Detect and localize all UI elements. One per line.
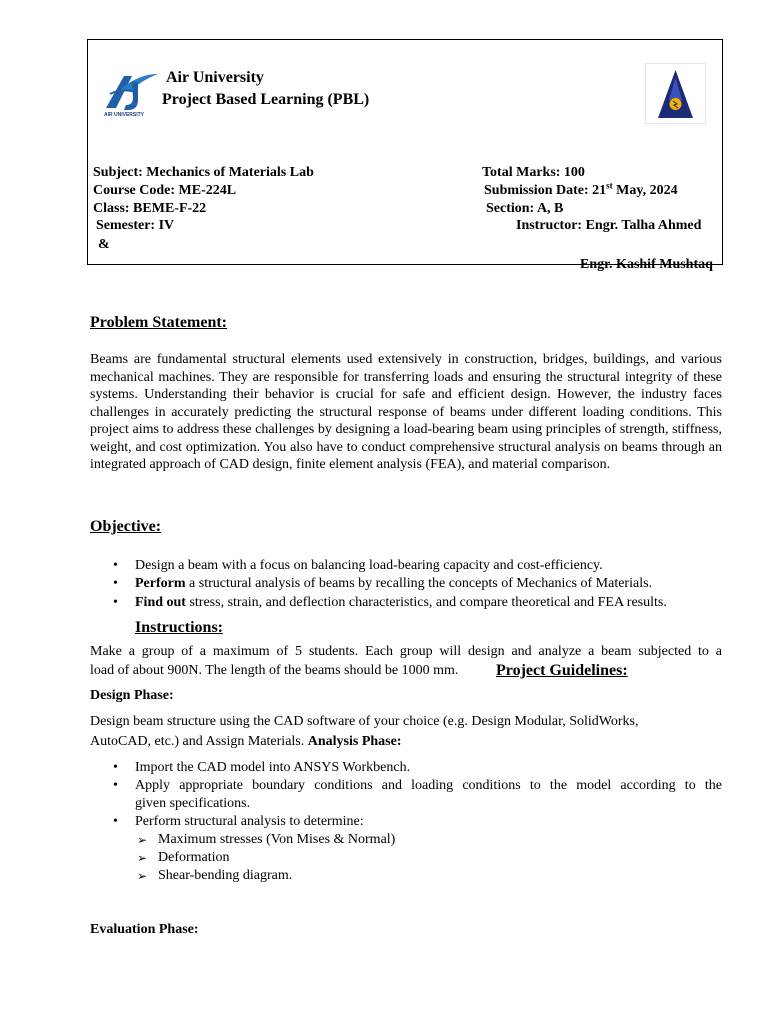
design-phase-line-1: Design beam structure using the CAD software of your choice (e.g. Design Modular, SolidWorks, [90,714,639,729]
bullet-dot: • [113,778,118,793]
logo-text: AIR UNIVERSITY [104,112,145,118]
analysis-phase-heading: Analysis Phase: [307,734,402,749]
objective-item-1-text: Design a beam with a focus on balancing load-bearing capacity and cost-efficiency. [135,558,603,573]
semester-label: Semester: IV [96,218,175,233]
submission-date-suffix: May, 2024 [612,183,678,198]
submission-date-label [484,182,678,200]
total-marks-label: Total Marks: 100 [482,165,585,180]
design-phase-heading: Design Phase: [90,688,174,703]
instructions-line-1: Make a group of a maximum of 5 students. Each group will design and analyze a beam subjected to a [90,644,722,659]
design-phase-line-2 [90,733,401,751]
bullet-dot: • [113,576,118,591]
bullet-dot: • [113,595,118,610]
submission-date-sup: st [606,180,613,191]
project-guidelines-heading: Project Guidelines: [496,662,628,679]
instructor-label: Instructor: Engr. Talha Ahmed [516,218,702,233]
program-name: Project Based Learning (PBL) [162,91,370,108]
problem-statement-heading: Problem Statement: [90,314,227,331]
section-label: Section: A, B [486,201,564,216]
objective-item-3-bold: Find out [135,595,186,610]
arrow-bullet-icon: ➢ [137,851,148,865]
arrow-bullet-icon: ➢ [137,833,148,847]
design-phase-line-2-text: AutoCAD, etc.) and Assign Materials. [90,734,305,749]
objective-heading: Objective: [90,518,162,535]
analysis-sub-1 [137,831,396,850]
analysis-item-1-text: Import the CAD model into ANSYS Workbench. [135,760,411,775]
instructions-line-2: load of about 900N. The length of the beams should be 1000 mm. [90,663,459,678]
analysis-item-2-line-2: given specifications. [135,796,251,811]
analysis-sub-3 [137,867,293,886]
course-code-label: Course Code: ME-224L [93,183,237,198]
crest-logo [645,63,706,124]
objective-item-2-bold: Perform [135,576,186,591]
class-label: Class: BEME-F-22 [93,201,207,216]
bullet-dot: • [113,814,118,829]
arrow-bullet-icon: ➢ [137,869,148,883]
problem-statement-text: Beams are fundamental structural elements used extensively in construction, bridges, buildings, and various mechanical machines. They are responsible for transferring loads and ensuring the structural integrity of these systems. Understanding their behavior is crucial for safe and efficient design. However, the industry faces challenges in accurately predicting the structural response of beams under different loading conditions. This project aims to address these challenges by designing a load-bearing beam using principles of strength, stiffness, weight, and cost optimization. You also have to conduct comprehensive structural analysis on beams through an integrated approach of CAD design, finite element analysis (FEA), and material comparison. [90,352,722,472]
objective-item-3-rest: stress, strain, and deflection characteristics, and compare theoretical and FEA results. [185,595,667,610]
analysis-sub-2-text: Deformation [158,850,230,865]
subject-label: Subject: Mechanics of Materials Lab [93,165,314,180]
analysis-sub-2 [137,849,230,868]
analysis-sub-3-text: Shear-bending diagram. [158,868,293,883]
bullet-dot: • [113,760,118,775]
ampersand: & [98,237,110,252]
submission-date-prefix: Submission Date: 21 [484,183,607,198]
air-university-logo [102,70,160,120]
objective-item-2-rest: a structural analysis of beams by recalling the concepts of Mechanics of Materials. [185,576,653,591]
objective-item-3-text [135,594,667,612]
objective-item-2-text [135,575,652,593]
instructions-heading: Instructions: [135,619,224,636]
bullet-dot: • [113,558,118,573]
analysis-sub-1-text: Maximum stresses (Von Mises & Normal) [158,832,396,847]
org-name: Air University [166,69,264,86]
analysis-item-3-text: Perform structural analysis to determine: [135,814,364,829]
evaluation-phase-heading: Evaluation Phase: [90,922,199,937]
instructor2-label: Engr. Kashif Mushtaq [580,257,713,272]
analysis-item-2-line-1: Apply appropriate boundary conditions and loading conditions to the model according to the [135,778,722,793]
